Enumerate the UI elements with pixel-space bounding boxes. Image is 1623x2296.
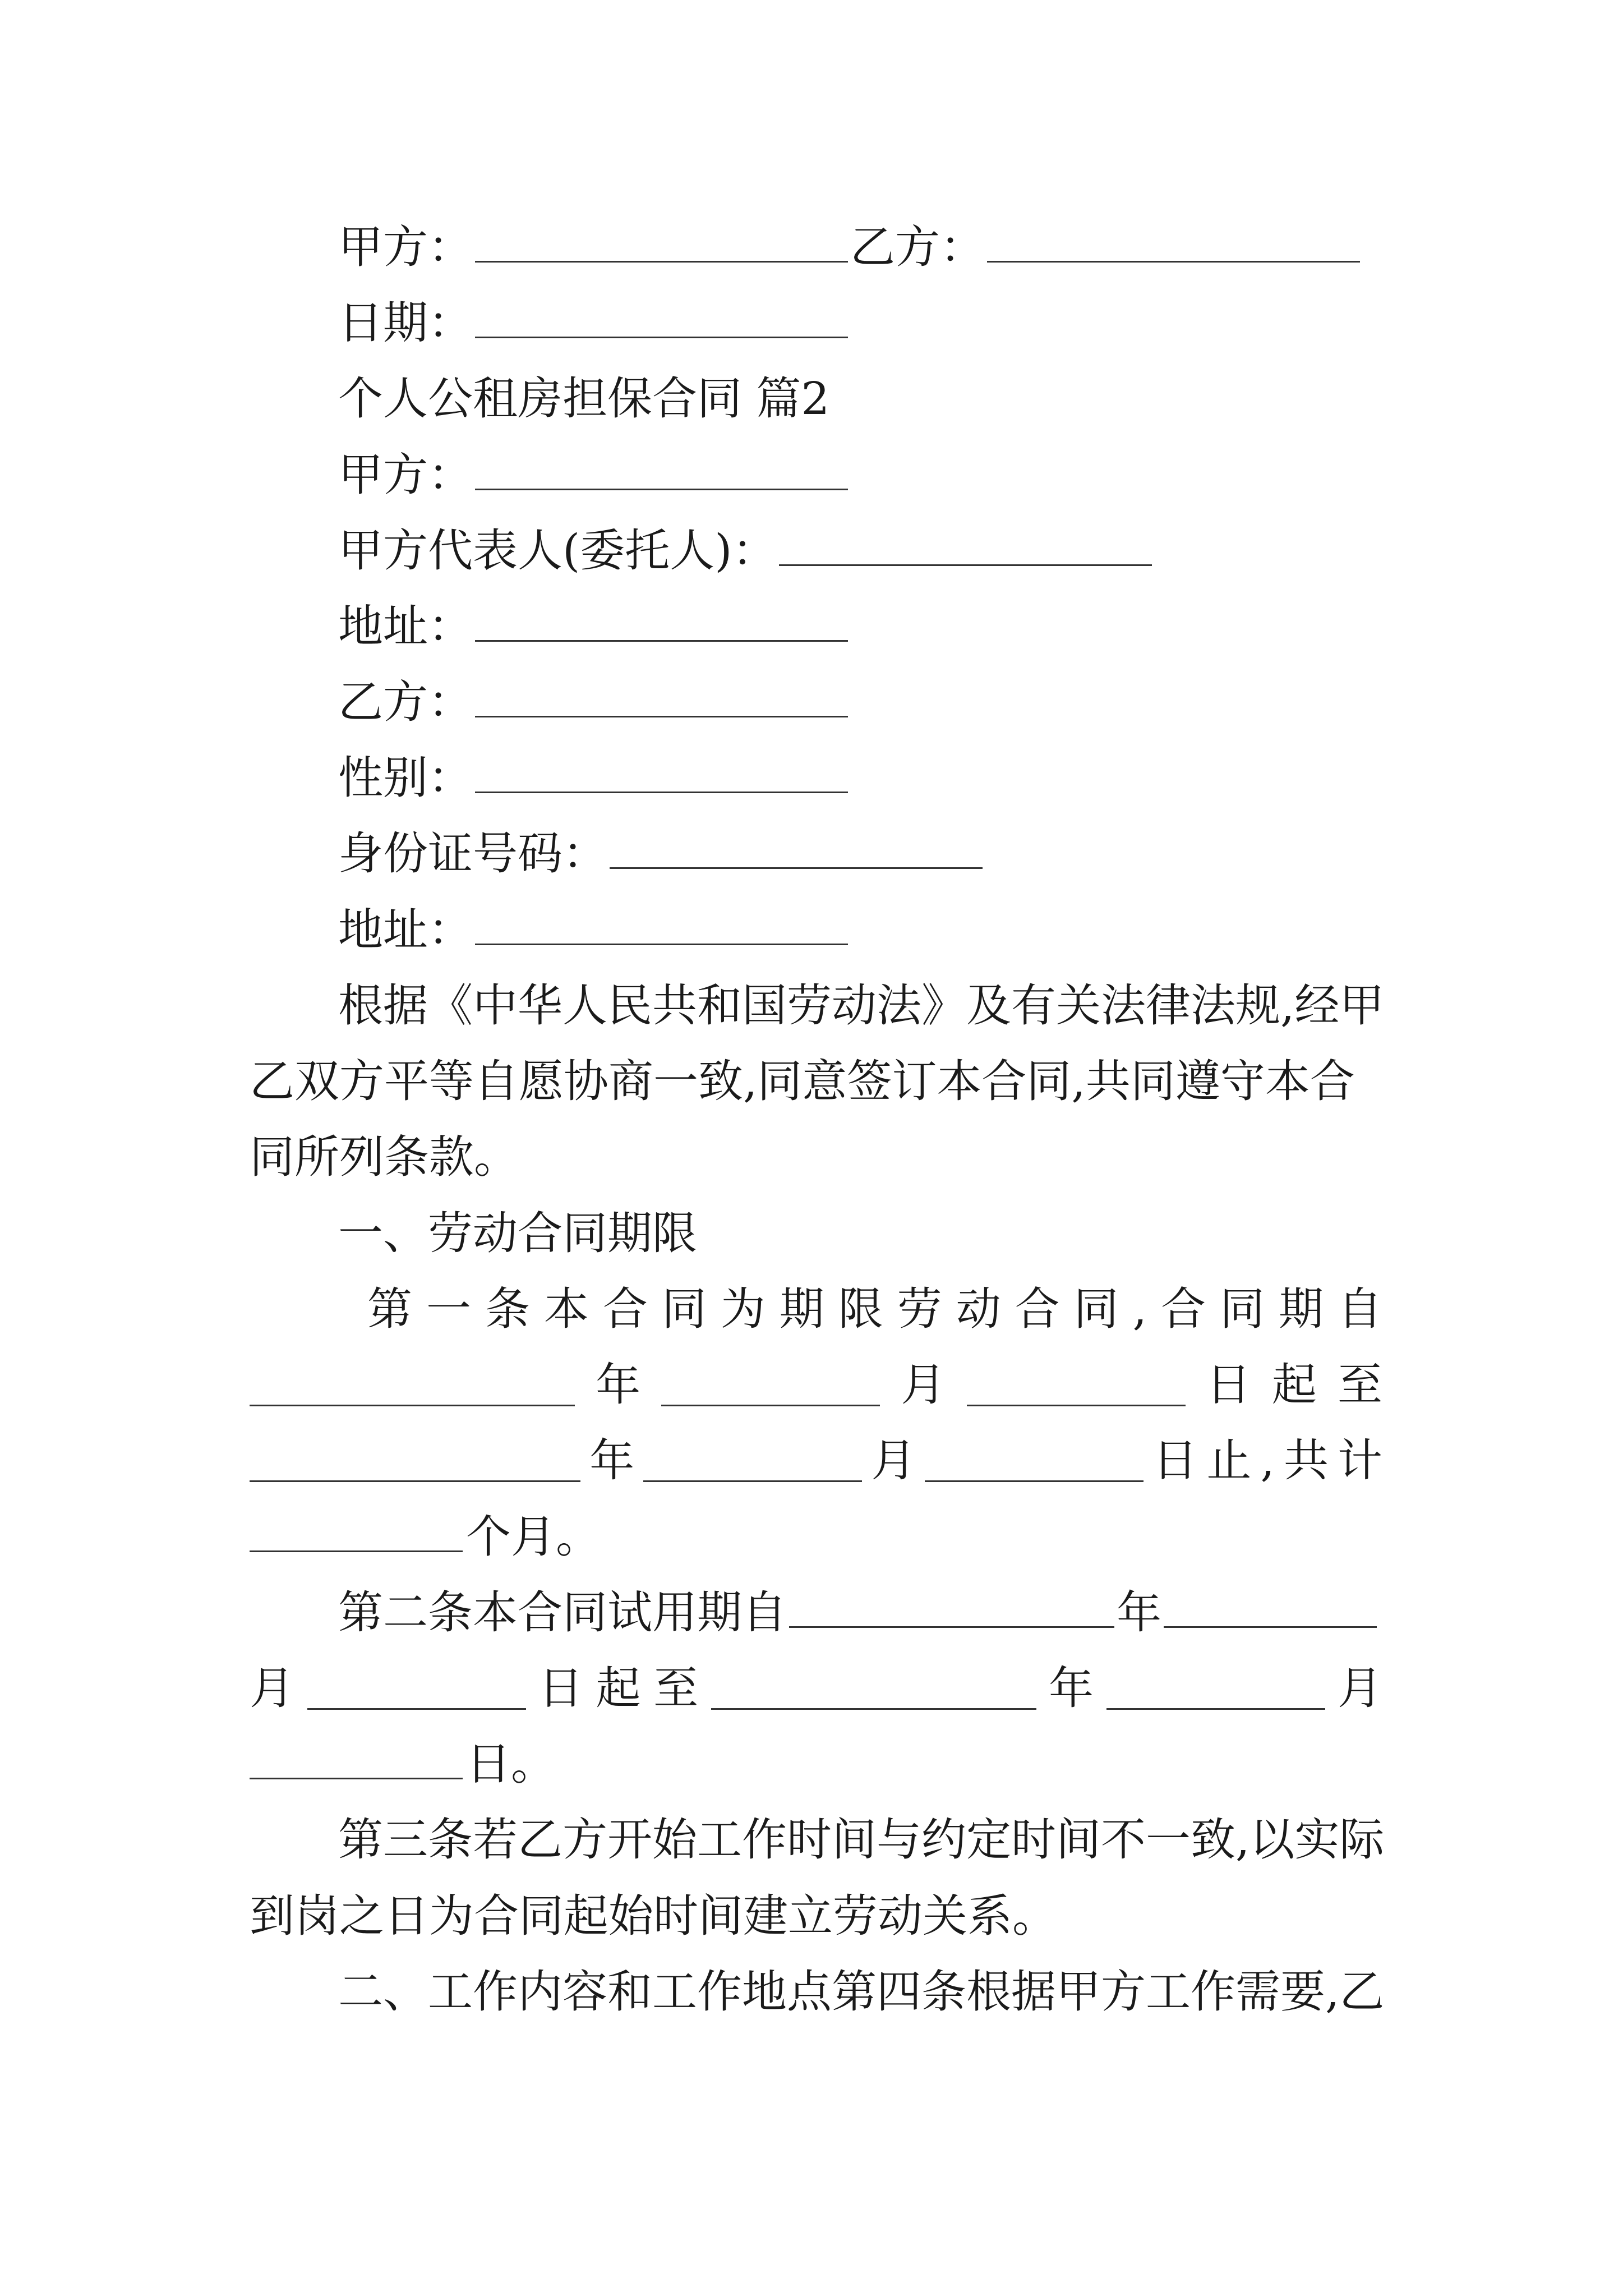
party-b-label-2: 乙方： [338,676,473,728]
representative-blank [779,524,1152,566]
char: 自 [1337,1283,1382,1335]
representative-label: 甲方代表人(委托人)： [338,524,777,577]
char: 动 [956,1283,1001,1335]
char: 月 [901,1359,946,1411]
party-a-label: 甲方： [338,221,473,273]
year-blank [250,1364,575,1406]
address-b-line [338,900,1382,960]
paragraph-text: 乙双方平等自愿协商一致,同意签订本合同,共同遵守本合 [250,1055,1355,1107]
article-2-line-1 [338,1582,1382,1643]
month-blank [1106,1668,1325,1710]
party-b-blank [987,220,1360,263]
char: 月 [871,1434,916,1487]
char: 为 [720,1283,766,1335]
date-blank [475,296,848,338]
char: 日 [1206,1359,1251,1411]
paragraph-line [250,1127,1382,1188]
char: 月 [250,1662,294,1714]
id-number-line [338,823,1382,884]
year-blank [789,1586,1114,1628]
paragraph-line [338,976,1385,1036]
char: 至 [1337,1359,1382,1411]
text: 第三条若乙方开始工作时间与约定时间不一致,以实际 [338,1814,1385,1866]
char: 同 [661,1283,707,1335]
char: 限 [838,1283,883,1335]
section-heading [338,1203,1382,1264]
paragraph-text: 根据《中华人民共和国劳动法》及有关法律法规,经甲 [338,979,1385,1032]
month-blank [1164,1586,1377,1628]
char: 期 [1278,1283,1324,1335]
party-a-line [338,445,1382,505]
section-title [338,369,1382,429]
text: 到岗之日为合同起始时间建立劳动关系。 [250,1890,1057,1942]
char: 同 [1219,1283,1265,1335]
party-b-line [338,672,1382,733]
char: 起 [1271,1359,1317,1411]
party-a-blank [475,220,848,263]
article-3-line-2 [250,1886,1382,1947]
char: 同 [1073,1283,1119,1335]
text: 第二条本合同试用期自 [338,1586,787,1639]
article-1-line-4 [250,1507,1382,1567]
paragraph-line [250,1051,1382,1112]
address-a-blank [475,600,848,642]
year-blank [711,1668,1036,1710]
article-1-line-3 [250,1430,1382,1491]
address-a-line [338,596,1382,657]
char: 起 [596,1662,641,1714]
party-a-blank-2 [475,448,848,490]
day-blank [967,1364,1186,1406]
char: 共 [1283,1434,1329,1487]
address-b-label: 地址： [338,904,473,956]
text: 个月。 [466,1511,601,1563]
party-line [338,217,1382,278]
char: 合 [1015,1283,1060,1335]
char: 期 [779,1283,824,1335]
char: , [1132,1283,1147,1335]
gender-line [338,748,1382,808]
char: 合 [1161,1283,1206,1335]
char: 至 [653,1662,698,1714]
section-heading-2 [338,1962,1385,2022]
party-a-label-2: 甲方： [338,449,473,501]
date-label: 日期： [338,297,473,349]
char: 年 [596,1359,641,1411]
address-b-blank [475,903,848,945]
char: 条 [485,1283,530,1335]
gender-blank [475,751,848,793]
day-blank [307,1668,526,1710]
char: 日 [1152,1434,1198,1487]
months-blank [250,1510,463,1552]
char: 月 [1338,1662,1382,1714]
year-blank [250,1440,580,1482]
text: 年 [1117,1586,1161,1639]
char: 年 [1049,1662,1094,1714]
party-b-label: 乙方： [850,221,985,273]
char: 计 [1338,1434,1382,1487]
char: 合 [602,1283,648,1335]
char: 止 [1206,1434,1252,1487]
id-number-label: 身份证号码： [338,827,607,880]
address-a-label: 地址： [338,600,473,652]
article-1-line-1 [367,1279,1382,1340]
char: , [1260,1434,1275,1487]
char: 第 [367,1283,412,1335]
party-b-blank-2 [475,675,848,717]
heading-text: 一、劳动合同期限 [338,1207,697,1259]
heading-text: 二、工作内容和工作地点第四条根据甲方工作需要,乙 [338,1966,1385,2018]
char: 本 [543,1283,589,1335]
paragraph-text: 同所列条款。 [250,1131,519,1183]
article-2-line-2 [250,1658,1382,1719]
char: 日 [538,1662,583,1714]
article-1-line-2 [250,1355,1382,1415]
char: 劳 [897,1283,942,1335]
day-blank [250,1737,463,1779]
gender-label: 性别： [338,752,473,804]
char: 年 [589,1434,635,1487]
char: 一 [426,1283,471,1335]
month-blank [643,1440,862,1482]
article-3-line-1 [338,1810,1385,1870]
day-blank [925,1440,1144,1482]
id-number-blank [610,827,983,869]
title-text: 个人公租房担保合同 篇2 [338,372,830,425]
article-2-line-3 [250,1734,1382,1795]
date-line [338,293,1382,353]
month-blank [661,1364,880,1406]
text: 日。 [466,1738,556,1790]
representative-line [338,521,1382,581]
